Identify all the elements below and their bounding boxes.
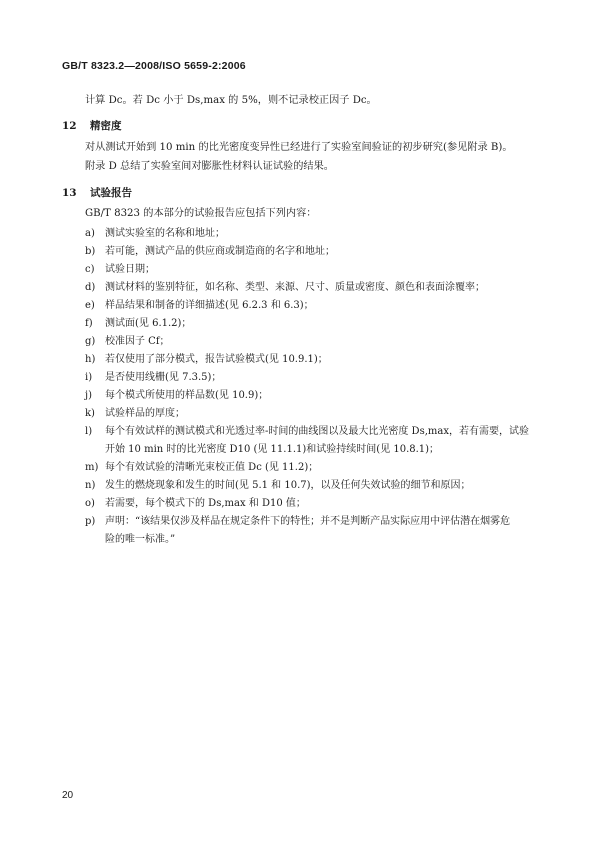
report-item bbox=[85, 515, 510, 547]
report-item-text: 若仅使用了部分模式，报告试验模式(见 10.9.1)； bbox=[105, 354, 328, 365]
report-item bbox=[85, 461, 318, 475]
report-item bbox=[85, 245, 335, 259]
report-item-text: 声明：“该结果仅涉及样品在规定条件下的特性；并不是判断产品实际应用中评估潜在烟雾危 bbox=[105, 516, 511, 527]
report-item bbox=[85, 353, 328, 367]
report-item bbox=[85, 263, 155, 277]
report-item-text: 是否使用线栅(见 7.3.5)； bbox=[105, 372, 222, 383]
section-13-intro: GB/T 8323 的本部分的试验报告应包括下列内容： bbox=[85, 208, 317, 219]
report-item-marker: l) bbox=[85, 426, 93, 437]
report-item-marker: e) bbox=[85, 300, 95, 311]
report-item-text: 发生的燃烧现象和发生的时间(见 5.1 和 10.7)，以及任何失效试验的细节和原因； bbox=[105, 480, 471, 491]
section-13-number: 13 bbox=[62, 187, 77, 199]
intro-line: 计算 Dc。若 Dc 小于 Ds,max 的 5%，则不记录校正因子 Dc。 bbox=[85, 95, 377, 106]
report-item bbox=[85, 281, 485, 295]
report-item-marker: a) bbox=[85, 228, 95, 239]
report-item-marker: m) bbox=[85, 462, 99, 473]
report-item-marker: n) bbox=[85, 480, 96, 491]
report-item bbox=[85, 335, 170, 349]
report-item-marker: h) bbox=[85, 354, 96, 365]
report-item-text: 若可能，测试产品的供应商或制造商的名字和地址； bbox=[105, 246, 335, 257]
report-item bbox=[85, 227, 225, 241]
report-item-continuation: 开始 10 min 时的比光密度 D10 (见 11.1.1)和试验持续时间(见 10.8.1)； bbox=[105, 444, 440, 455]
report-item-marker: i) bbox=[85, 372, 93, 383]
page-number: 20 bbox=[62, 790, 74, 801]
report-item-text: 测试材料的鉴别特征，如名称、类型、来源、尺寸、质量或密度、颜色和表面涂覆率； bbox=[105, 282, 485, 293]
report-item-continuation: 险的唯一标准。” bbox=[105, 534, 176, 545]
report-item-text: 若需要，每个模式下的 Ds,max 和 D10 值； bbox=[105, 498, 306, 509]
report-item bbox=[85, 479, 471, 493]
report-item bbox=[85, 389, 268, 403]
report-item-marker: k) bbox=[85, 408, 95, 419]
section-12-paragraph-line1: 对从测试开始到 10 min 的比光密度变异性已经进行了实验室间验证的初步研究(参见附录 B)。 bbox=[85, 142, 513, 153]
report-item bbox=[85, 299, 314, 313]
report-item-text: 试验日期； bbox=[105, 264, 155, 275]
report-item-marker: o) bbox=[85, 498, 95, 509]
section-13-title: 试验报告 bbox=[90, 187, 132, 199]
report-item-marker: d) bbox=[85, 282, 96, 293]
report-item bbox=[85, 497, 306, 511]
section-12-paragraph-line2: 附录 D 总结了实验室间对膨胀性材料认证试验的结果。 bbox=[85, 161, 334, 172]
report-item-text: 样品结果和制备的详细描述(见 6.2.3 和 6.3)； bbox=[105, 300, 314, 311]
report-item-text: 试验样品的厚度； bbox=[105, 408, 185, 419]
report-item-text: 校准因子 Cf； bbox=[105, 336, 170, 347]
standard-header: GB/T 8323.2—2008/ISO 5659-2:2006 bbox=[62, 60, 246, 72]
section-12-title: 精密度 bbox=[90, 120, 122, 132]
report-item bbox=[85, 317, 191, 331]
report-item bbox=[85, 371, 221, 385]
section-12-number: 12 bbox=[62, 120, 77, 132]
report-item-marker: f) bbox=[85, 318, 93, 329]
report-item-text: 每个有效试验的清晰光束校正值 Dc (见 11.2)； bbox=[105, 462, 319, 473]
report-item-marker: c) bbox=[85, 264, 95, 275]
report-item-text: 每个模式所使用的样品数(见 10.9)； bbox=[105, 390, 269, 401]
section-12-heading bbox=[62, 118, 122, 133]
report-item-marker: p) bbox=[85, 516, 96, 527]
report-item bbox=[85, 407, 185, 421]
report-item bbox=[85, 425, 529, 457]
section-13-heading bbox=[62, 185, 132, 200]
report-item-marker: b) bbox=[85, 246, 96, 257]
report-item-text: 测试面(见 6.1.2)； bbox=[105, 318, 192, 329]
report-item-marker: g) bbox=[85, 336, 96, 347]
report-item-text: 每个有效试样的测试模式和光透过率-时间的曲线图以及最大比光密度 Ds,max，若有需要，试验 bbox=[105, 426, 529, 437]
report-item-marker: j) bbox=[85, 390, 93, 401]
report-item-text: 测试实验室的名称和地址； bbox=[105, 228, 225, 239]
